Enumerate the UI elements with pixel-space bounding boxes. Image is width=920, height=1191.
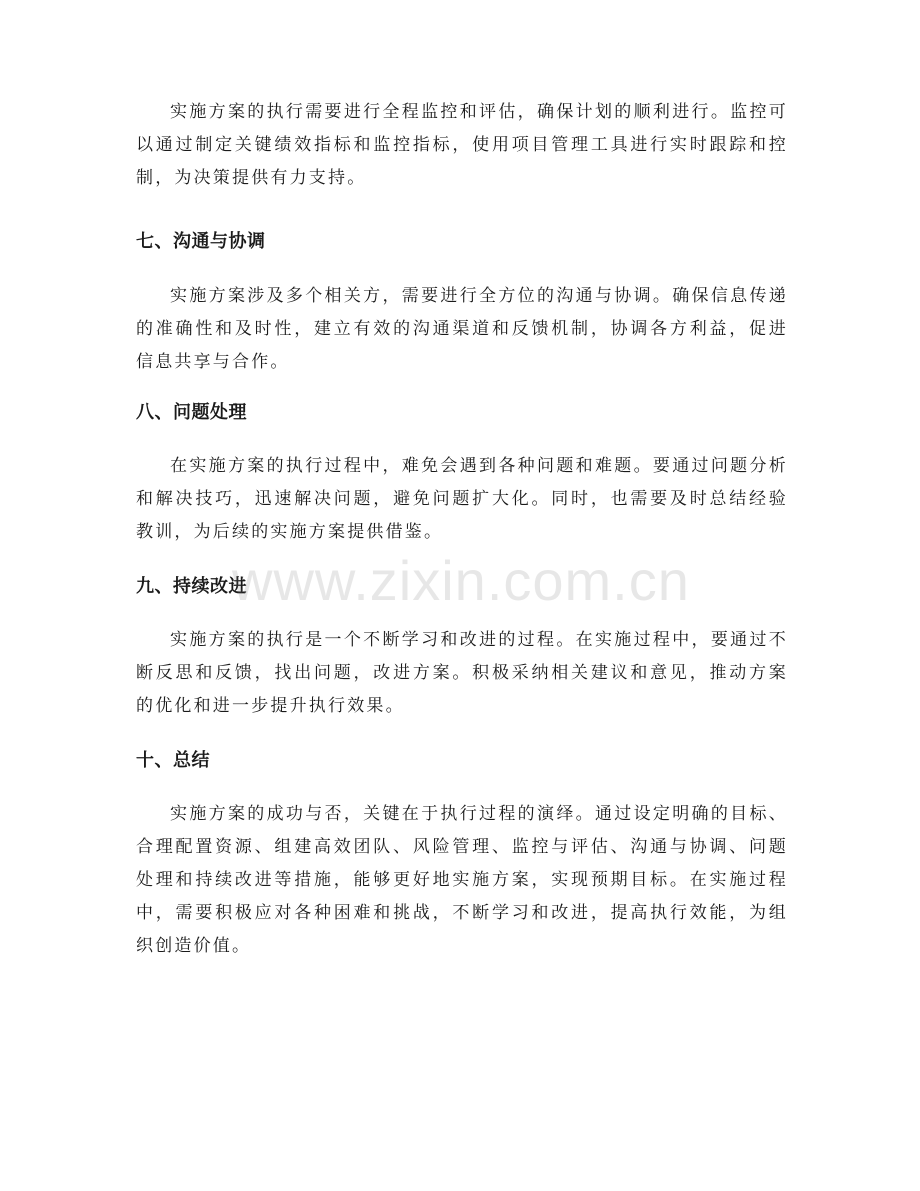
paragraph-communication: 实施方案涉及多个相关方，需要进行全方位的沟通与协调。确保信息传递的准确性和及时性，建立有效的沟通渠道和反馈机制，协调各方利益，促进信息共享与合作。 xyxy=(136,286,788,372)
watermark-text: www.zixin.com.cn xyxy=(232,549,690,612)
heading-continuous-improvement: 九、持续改进 xyxy=(136,576,247,597)
paragraph-summary: 实施方案的成功与否，关键在于执行过程的演绎。通过设定明确的目标、合理配置资源、组建高效团队、风险管理、监控与评估、沟通与协调、问题处理和持续改进等措施，能够更好地实施方案，实现预期目标。在实施过程中，需要积极应对各种困难和挑战，不断学习和改进，提高执行效能，为组织创造价值。 xyxy=(136,804,788,956)
paragraph-continuous-improvement: 实施方案的执行是一个不断学习和改进的过程。在实施过程中，要通过不断反思和反馈，找出问题，改进方案。积极采纳相关建议和意见，推动方案的优化和进一步提升执行效果。 xyxy=(136,630,788,716)
section-continuous-improvement xyxy=(136,624,788,723)
section-summary xyxy=(136,798,788,963)
section-problem-handling xyxy=(136,450,788,549)
heading-problem-handling: 八、问题处理 xyxy=(136,402,247,423)
section-monitoring xyxy=(136,96,788,195)
heading-summary: 十、总结 xyxy=(136,750,210,771)
section-communication xyxy=(136,280,788,379)
paragraph-monitoring: 实施方案的执行需要进行全程监控和评估，确保计划的顺利进行。监控可以通过制定关键绩效指标和监控指标，使用项目管理工具进行实时跟踪和控制，为决策提供有力支持。 xyxy=(136,102,788,188)
paragraph-problem-handling: 在实施方案的执行过程中，难免会遇到各种问题和难题。要通过问题分析和解决技巧，迅速解决问题，避免问题扩大化。同时，也需要及时总结经验教训，为后续的实施方案提供借鉴。 xyxy=(136,456,788,542)
heading-communication: 七、沟通与协调 xyxy=(136,231,266,252)
